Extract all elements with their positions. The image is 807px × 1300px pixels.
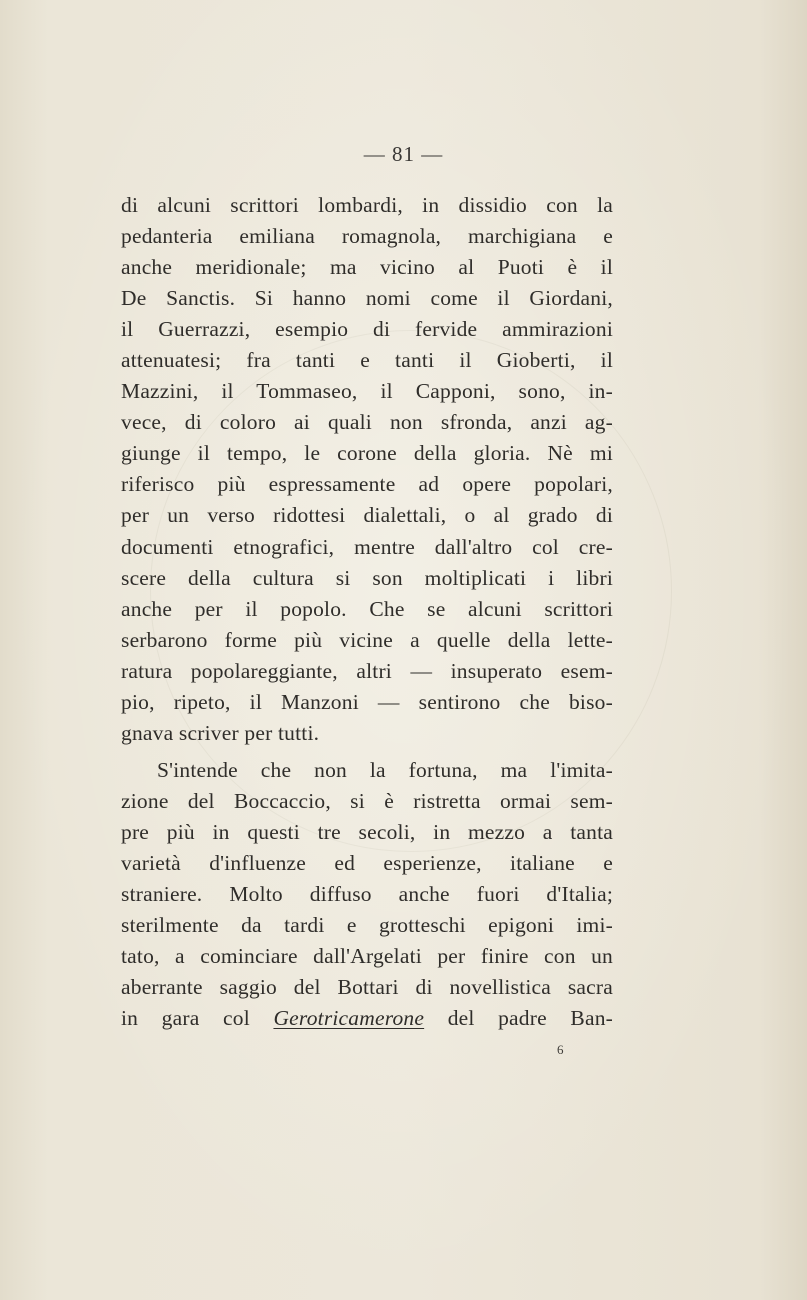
text-line: documenti etnografici, mentre dall'altro col cre-	[121, 534, 613, 559]
text-line: tato, a cominciare dall'Argelati per finire con un	[121, 944, 613, 969]
text-line: pre più in questi tre secoli, in mezzo a tanta	[121, 819, 613, 844]
text-line: pedanteria emiliana romagnola, marchigiana e	[121, 224, 613, 249]
text-line: straniere. Molto diffuso anche fuori d'Italia;	[121, 882, 613, 907]
text-fragment: in gara col	[121, 1006, 274, 1031]
book-title-italic: Gerotricamerone	[273, 1006, 425, 1031]
text-line: serbarono forme più vicine a quelle della lette-	[121, 627, 613, 652]
text-line: vece, di coloro ai quali non sfronda, anzi ag-	[121, 410, 613, 435]
text-line: attenuatesi; fra tanti e tanti il Gioberti, il	[121, 348, 613, 373]
paragraph-start-line: S'intende che non la fortuna, ma l'imita-	[157, 757, 613, 782]
text-line: anche per il popolo. Che se alcuni scrittori	[121, 596, 613, 621]
paragraph-end-line: gnava scriver per tutti.	[121, 720, 320, 745]
text-line: di alcuni scrittori lombardi, in dissidio con la	[121, 193, 613, 217]
signature-mark: 6	[557, 1042, 564, 1057]
text-line: aberrante saggio del Bottari di novellistica sacra	[121, 975, 613, 1000]
text-fragment: del padre Ban-	[424, 1006, 613, 1031]
text-line: giunge il tempo, le corone della gloria. Nè mi	[121, 441, 613, 466]
text-line: ratura popolareggiante, altri — insuperato esem-	[121, 658, 613, 683]
text-line: De Sanctis. Si hanno nomi come il Giordani,	[121, 286, 613, 311]
text-line-with-title	[121, 1003, 613, 1034]
text-line: scere della cultura si son moltiplicati i libri	[121, 565, 613, 590]
text-line: il Guerrazzi, esempio di fervide ammirazioni	[121, 317, 613, 342]
text-line: pio, ripeto, il Manzoni — sentirono che biso-	[121, 689, 613, 714]
page-number-header: — 81 —	[363, 142, 444, 166]
text-line: anche meridionale; ma vicino al Puoti è il	[121, 255, 613, 280]
text-line: zione del Boccaccio, si è ristretta ormai sem-	[121, 788, 613, 813]
text-line: varietà d'influenze ed esperienze, italiane e	[121, 850, 613, 875]
body-text	[121, 190, 613, 1034]
text-line: sterilmente da tardi e grotteschi epigoni imi-	[121, 913, 613, 938]
text-line: Mazzini, il Tommaseo, il Capponi, sono, in-	[121, 379, 613, 404]
text-line: per un verso ridottesi dialettali, o al grado di	[121, 503, 613, 528]
text-line: riferisco più espressamente ad opere popolari,	[121, 472, 613, 497]
